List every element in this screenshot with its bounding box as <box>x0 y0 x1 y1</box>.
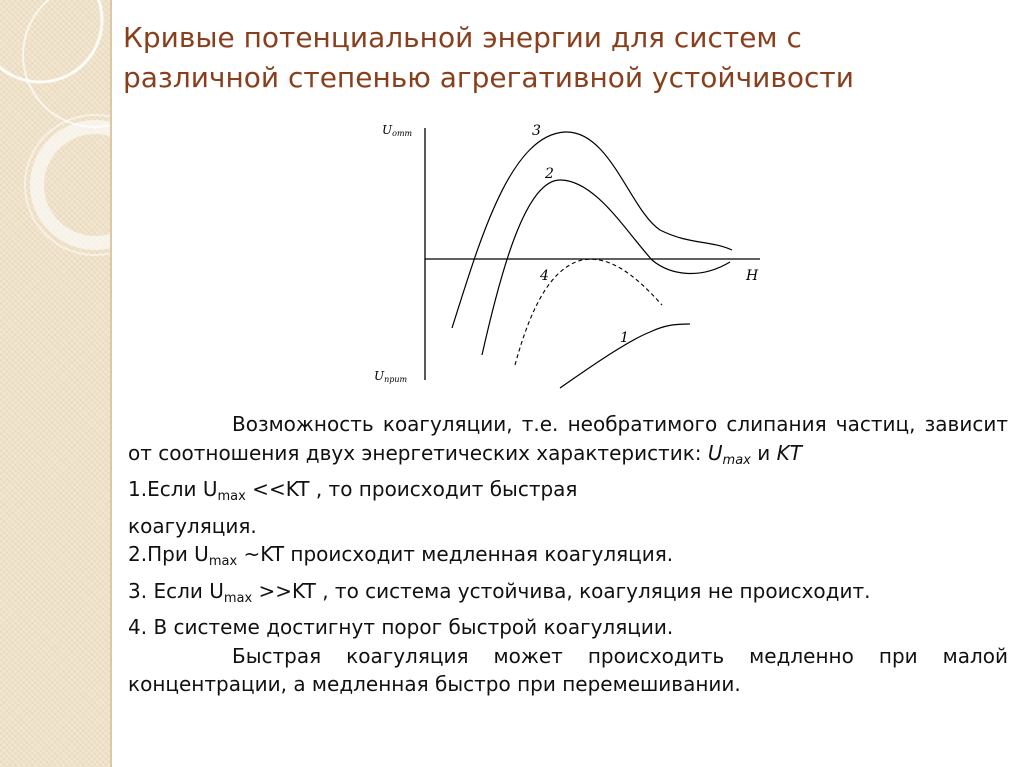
y-axis-top-label: Uотт <box>382 123 413 138</box>
curve-3-label: 3 <box>532 123 541 139</box>
title-line-1: Кривые потенциальной энергии для систем с <box>123 21 802 54</box>
intro-paragraph <box>128 410 1008 475</box>
umax-term: $U_{max}$ <box>707 440 751 468</box>
curve-4-label: 4 <box>540 268 549 284</box>
intro-text: Возможность коагуляции, т.е. необратимого слипания частиц, зависит от соотношения двух энергетических характеристик: <box>128 412 1008 465</box>
slide-title <box>123 18 1003 98</box>
curve-2 <box>482 180 730 355</box>
explanation-text <box>128 410 1008 699</box>
item-4: 4. В системе достигнут порог быстрой коагуляции. <box>128 615 674 639</box>
potential-energy-diagram <box>360 110 780 400</box>
decorative-side-panel <box>0 0 110 767</box>
y-axis-bottom-label: Uприт <box>374 369 408 384</box>
x-axis-label: H <box>746 268 759 284</box>
side-divider <box>110 0 112 767</box>
title-line-2: различной степенью агрегативной устойчивости <box>123 61 854 94</box>
closing-paragraph: Быстрая коагуляция может происходить медленно при малой концентрации, а медленная быстро при перемешивании. <box>128 643 1008 696</box>
decorative-circles-icon <box>0 0 110 767</box>
item-2: 2.При $U_{max}$ ~KT происходит медленная коагуляция. <box>128 542 674 569</box>
item-1: 1.Если $U_{max} <<KT$ , то происходит быстрая <box>128 477 578 504</box>
kt-term: KT <box>776 440 802 465</box>
item-3: 3. Если $U_{max} >>KT$ , то система устойчива, коагуляция не происходит. <box>128 578 871 606</box>
and-word: и <box>750 440 777 465</box>
curve-3 <box>452 132 732 328</box>
item-1-continuation: коагуляция. <box>128 513 257 538</box>
curve-4 <box>515 259 662 365</box>
curve-2-label: 2 <box>545 166 554 182</box>
curve-1-label: 1 <box>620 330 629 346</box>
